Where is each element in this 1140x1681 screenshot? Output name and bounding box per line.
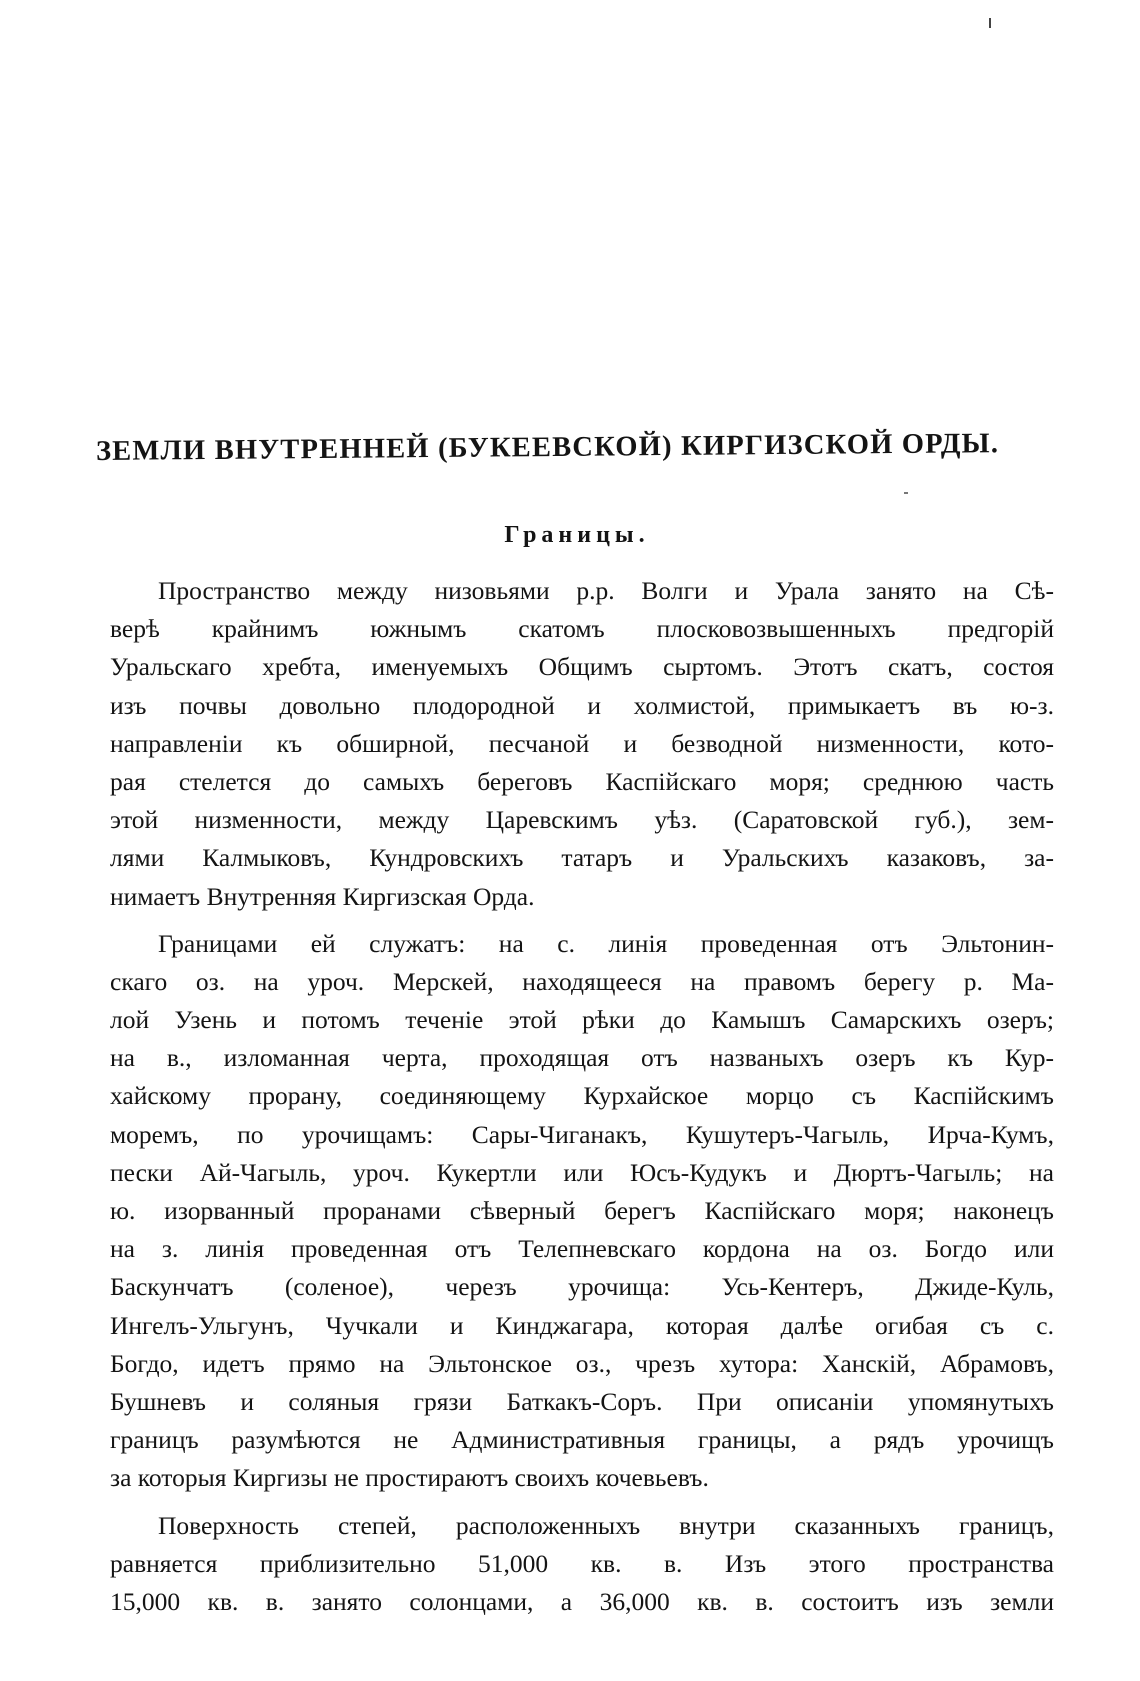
- text-line: хайскому прорану, соединяющему Курхайское морцо съ Каспійскимъ: [110, 1081, 1054, 1111]
- body-text: [110, 572, 1054, 1621]
- text-line: этой низменности, между Царевскимъ уѣз. (Саратовской губ.), зем-: [110, 805, 1054, 835]
- text-line: изъ почвы довольно плодородной и холмистой, примыкаетъ въ ю-з.: [110, 690, 1054, 720]
- text-line: равняется приблизительно 51,000 кв. в. Изъ этого пространства: [110, 1548, 1054, 1578]
- text-line: границъ разумѣются не Административныя границы, а рядъ урочищъ: [110, 1425, 1054, 1455]
- text-line: скаго оз. на уроч. Мерскей, находящееся на правомъ берегу р. Ма-: [110, 966, 1054, 996]
- text-line: Ингелъ-Ульгунъ, Чучкали и Кинджагара, которая далѣе огибая съ с.: [110, 1310, 1054, 1340]
- text-line: за которыя Киргизы не простираютъ своихъ кочевьевъ.: [110, 1463, 709, 1493]
- text-line: рая стелется до самыхъ береговъ Каспійскаго моря; среднюю часть: [110, 766, 1054, 796]
- text-line: 15,000 кв. в. занято солонцами, а 36,000 кв. в. состоитъ изъ земли: [110, 1586, 1054, 1616]
- text-line: направленіи къ обширной, песчаной и безводной низменности, кото-: [110, 728, 1054, 758]
- body-paragraph-2: [110, 925, 1054, 1498]
- body-paragraph-3: [110, 1507, 1054, 1622]
- text-line: на з. линія проведенная отъ Телепневскаго кордона на оз. Богдо или: [110, 1234, 1054, 1264]
- text-line: Богдо, идетъ прямо на Эльтонское оз., чрезъ хутора: Ханскій, Абрамовъ,: [110, 1348, 1054, 1378]
- body-paragraph-1: [110, 572, 1054, 916]
- page-edge-mark: [989, 18, 991, 28]
- text-line: Границами ей служатъ: на с. линія проведенная отъ Эльтонин-: [158, 928, 1054, 958]
- text-line: моремъ, по урочищамъ: Сары-Чиганакъ, Кушутеръ-Чагыль, Ирча-Кумъ,: [110, 1119, 1054, 1149]
- text-line: нимаетъ Внутренняя Киргизская Орда.: [110, 881, 535, 911]
- print-speck: [904, 492, 908, 494]
- text-line: лой Узень и потомъ теченіе этой рѣки до Камышъ Самарскихъ озеръ;: [110, 1005, 1054, 1035]
- text-line: на в., изломанная черта, проходящая отъ названыхъ озеръ къ Кур-: [110, 1043, 1054, 1073]
- text-line: Бушневъ и соляныя грязи Баткакъ-Соръ. При описаніи упомянутыхъ: [110, 1386, 1054, 1416]
- text-line: Баскунчатъ (соленое), черезъ урочища: Усь-Кентеръ, Джиде-Куль,: [110, 1272, 1054, 1302]
- text-line: Пространство между низовьями р.р. Волги и Урала занято на Сѣ-: [158, 576, 1054, 605]
- section-heading: Границы.: [504, 522, 650, 548]
- text-line: пески Ай-Чагыль, уроч. Кукертли или Юсъ-Кудукъ и Дюртъ-Чагыль; на: [110, 1157, 1054, 1187]
- text-line: Уральскаго хребта, именуемыхъ Общимъ сыртомъ. Этотъ скатъ, состоя: [110, 652, 1054, 682]
- text-line: лями Калмыковъ, Кундровскихъ татаръ и Уральскихъ казаковъ, за-: [110, 843, 1054, 873]
- text-line: верѣ крайнимъ южнымъ скатомъ плосковозвышенныхъ предгорій: [110, 614, 1054, 644]
- text-line: Поверхность степей, расположенныхъ внутри сказанныхъ границъ,: [158, 1510, 1054, 1540]
- text-line: ю. изорванный проранами сѣверный берегъ Каспійскаго моря; наконецъ: [110, 1196, 1054, 1225]
- page-title: ЗЕМЛИ ВНУТРЕННЕЙ (БУКЕЕВСКОЙ) КИРГИЗСКОЙ ОРДЫ.: [95, 428, 1000, 467]
